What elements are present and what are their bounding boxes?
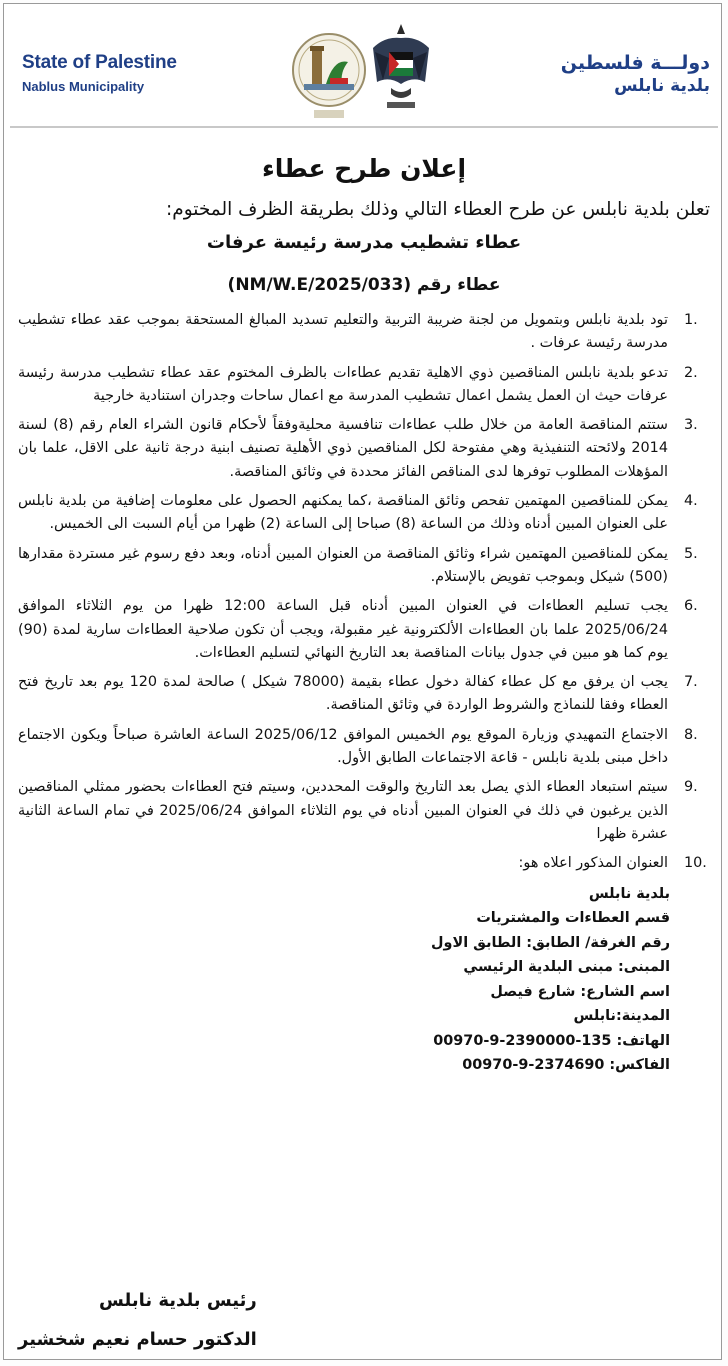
header-english [22,52,177,94]
address-line: المبنى: مبنى البلدية الرئيسي [463,959,670,976]
palestine-eagle-emblem [369,18,433,116]
nablus-municipality-logo [290,28,368,124]
signatory-title: رئيس بلدية نابلس [99,1290,257,1311]
state-of-palestine-arabic: دولـــة فلسطين [560,52,710,74]
list-item: 3. ستتم المناقصة العامة من خلال طلب عطاءات تنافسية محليةوفقاً لأحكام قانون الشراء العام رقم (8) لسنة 2014 ولائحته التنفيذية وهي مفتوحة لكل المناقصين ذوي الأهلية تصنيف ابنية درجة ثانية على الاقل، علما بان المؤهلات المطلوب توفرها لدى المناقص الفائز محددة في وثائق المناقصة. [18,417,698,480]
list-item: 1. تود بلدية نابلس وبتمويل من لجنة ضريبة التربية والتعليم تسديد المبالغ المستحقة بموجب عقد عطاء تشطيب مدرسة رئيسة عرفات . [18,312,698,352]
list-item: 6. يجب تسليم العطاءات في العنوان المبين أدناه قبل الساعة 12:00 ظهرا من يوم الثلاثاء الموافق 2025/06/24 علما بان العطاءات الألكترونية غير مقبولة، ويجب أن تكون صلاحية العطاءات سارية لمدة (90) يوم كما هو مبين في جدول بيانات المناقصة بعد التاريخ النهائي لتسليم العطاءات. [18,598,698,661]
address-line: بلدية نابلس [588,885,670,902]
address-line: قسم العطاءات والمشتريات [476,910,670,927]
address-line: رقم الغرفة/ الطابق: الطابق الاول [431,934,670,951]
signature-block [18,1290,257,1350]
announcement-body [18,140,710,1078]
header-arabic [561,52,710,96]
conditions-list [18,309,710,876]
list-item: 5. يمكن للمناقصين المهتمين شراء وثائق المناقصة من العنوان المبين أدناه، وبعد دفع رسوم غير مستردة مقدارها (500) شيكل وبموجب تفويض بالإستلام. [18,545,698,585]
announcement-intro: تعلن بلدية نابلس عن طرح العطاء التالي وذلك بطريقة الظرف المختوم: [166,199,710,220]
nablus-municipality-label: Nablus Municipality [22,79,145,94]
fax-number: الفاكس: 2374690-9-00970 [462,1057,670,1074]
tender-number: عطاء رقم (NM/W.E/2025/033) [227,275,501,295]
list-item: 4. يمكن للمناقصين المهتمين تفحص وثائق المناقصة ،كما يمكنهم الحصول على معلومات إضافية من بلدية نابلس على العنوان المبين أدناه وذلك من الساعة (8) صباحا إلى الساعة (2) ظهرا من أيام السبت الى الخميس. [18,493,698,533]
list-item: 10. العنوان المذكور اعلاه هو: [518,855,707,872]
signatory-name: الدكتور حسام نعيم شخشير [18,1329,257,1350]
list-item: 9. سيتم استبعاد العطاء الذي يصل بعد التاريخ والوقت المحددين، وسيتم فتح العطاءات بحضور ممثلي المناقصين الذين يرغبون في ذلك في العنوان المبين أدناه في يوم الثلاثاء الموافق 2025/06/24 في تمام الساعة الثانية عشرة ظهرا [18,779,698,842]
address-block [18,882,670,1078]
state-of-palestine-label: State of Palestine [22,52,177,73]
nablus-municipality-arabic: بلدية نابلس [614,76,710,96]
phone-number: الهاتف: 135-2390000-9-00970 [433,1032,670,1049]
address-line: اسم الشارع: شارع فيصل [490,983,670,1000]
tender-subject: عطاء تشطيب مدرسة رئيسة عرفات [206,232,522,253]
list-item: 2. تدعو بلدية نابلس المناقصين ذوي الاهلية تقديم عطاءات بالظرف المختوم عقد عطاء تشطيب مدرسة رئيسة عرفات حيث ان العمل يشمل اعمال تشطيب المدرسة مع اعمال ساحات وجدران استنادية خارجية [18,364,698,404]
announcement-title: إعلان طرح عطاء [261,154,467,183]
list-item: 7. يجب ان يرفق مع كل عطاء كفالة دخول عطاء بقيمة (78000 شيكل ) صالحة لمدة 120 يوم بعد تاريخ فتح العطاء وفقا للنماذج والشروط الواردة في وثائق المناقصة. [18,674,698,714]
address-line: المدينة:نابلس [573,1008,670,1025]
header-divider [10,126,718,128]
list-item: 8. الاجتماع التمهيدي وزيارة الموقع يوم الخميس الموافق 2025/06/12 الساعة العاشرة صباحاً ويكون الاجتماع داخل مبنى بلدية نابلس - قاعة الاجتماعات الطابق الأول. [18,726,698,767]
